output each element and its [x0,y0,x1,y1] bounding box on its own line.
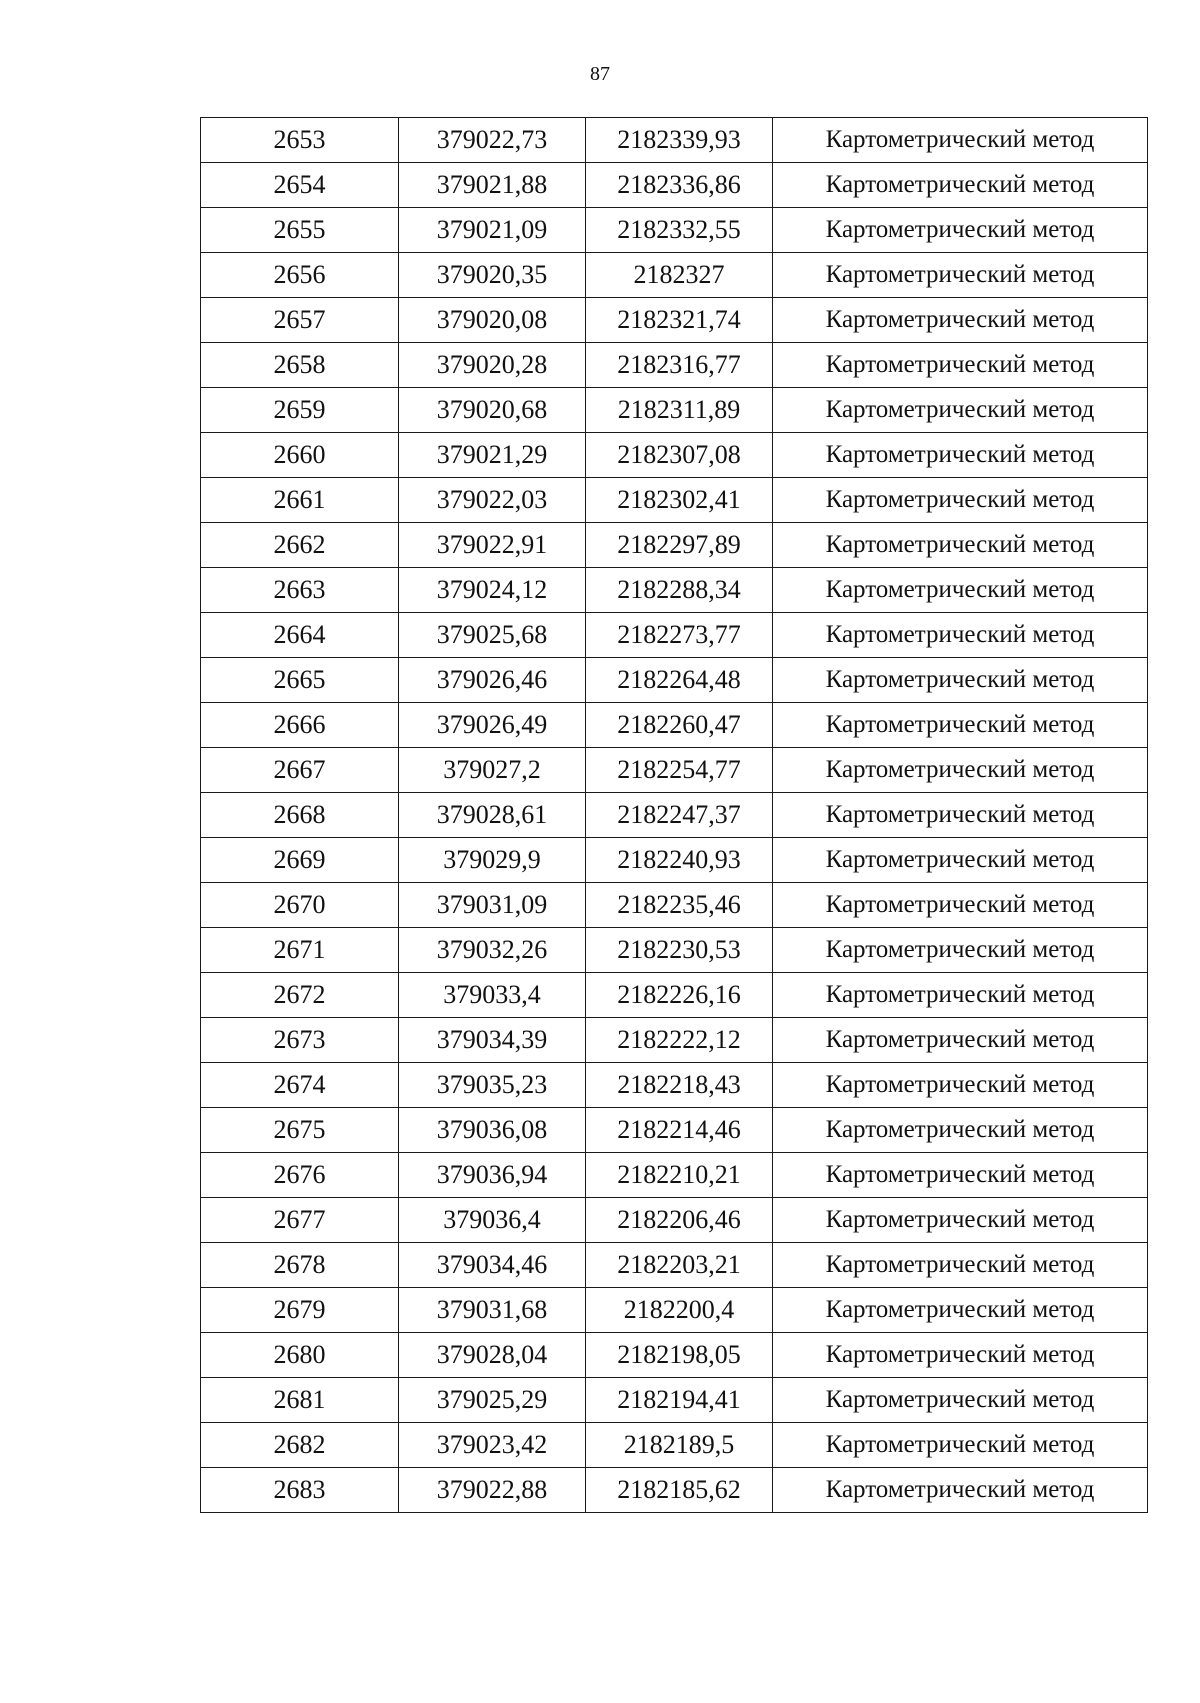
y-coordinate-cell: 2182339,93 [586,118,773,163]
point-number-cell: 2665 [201,658,399,703]
x-coordinate-cell: 379021,29 [399,433,586,478]
x-coordinate-cell: 379029,9 [399,838,586,883]
table-row [201,1108,1148,1153]
y-coordinate-cell: 2182206,46 [586,1198,773,1243]
x-coordinate-cell: 379020,08 [399,298,586,343]
point-number-cell: 2667 [201,748,399,793]
table-row [201,1423,1148,1468]
page-number: 87 [590,63,610,85]
x-coordinate-cell: 379034,46 [399,1243,586,1288]
method-cell: Картометрический метод [773,343,1148,388]
y-coordinate-cell: 2182288,34 [586,568,773,613]
table-row [201,838,1148,883]
x-coordinate-cell: 379021,88 [399,163,586,208]
table-row [201,793,1148,838]
method-cell: Картометрический метод [773,163,1148,208]
x-coordinate-cell: 379028,61 [399,793,586,838]
x-coordinate-cell: 379031,09 [399,883,586,928]
x-coordinate-cell: 379020,68 [399,388,586,433]
table-row [201,1378,1148,1423]
y-coordinate-cell: 2182189,5 [586,1423,773,1468]
x-coordinate-cell: 379023,42 [399,1423,586,1468]
method-cell: Картометрический метод [773,928,1148,973]
method-cell: Картометрический метод [773,298,1148,343]
y-coordinate-cell: 2182194,41 [586,1378,773,1423]
point-number-cell: 2675 [201,1108,399,1153]
table-row [201,928,1148,973]
point-number-cell: 2664 [201,613,399,658]
table-row [201,973,1148,1018]
method-cell: Картометрический метод [773,1378,1148,1423]
table-row [201,208,1148,253]
method-cell: Картометрический метод [773,748,1148,793]
point-number-cell: 2670 [201,883,399,928]
point-number-cell: 2676 [201,1153,399,1198]
table-row [201,1468,1148,1513]
y-coordinate-cell: 2182222,12 [586,1018,773,1063]
point-number-cell: 2660 [201,433,399,478]
coordinates-table-body [201,118,1148,1513]
x-coordinate-cell: 379022,73 [399,118,586,163]
x-coordinate-cell: 379032,26 [399,928,586,973]
y-coordinate-cell: 2182321,74 [586,298,773,343]
x-coordinate-cell: 379022,88 [399,1468,586,1513]
method-cell: Картометрический метод [773,208,1148,253]
point-number-cell: 2661 [201,478,399,523]
table-row [201,703,1148,748]
method-cell: Картометрический метод [773,793,1148,838]
method-cell: Картометрический метод [773,478,1148,523]
x-coordinate-cell: 379024,12 [399,568,586,613]
point-number-cell: 2669 [201,838,399,883]
method-cell: Картометрический метод [773,703,1148,748]
y-coordinate-cell: 2182302,41 [586,478,773,523]
table-row [201,298,1148,343]
x-coordinate-cell: 379022,91 [399,523,586,568]
table-row [201,1018,1148,1063]
y-coordinate-cell: 2182240,93 [586,838,773,883]
x-coordinate-cell: 379034,39 [399,1018,586,1063]
y-coordinate-cell: 2182218,43 [586,1063,773,1108]
point-number-cell: 2668 [201,793,399,838]
method-cell: Картометрический метод [773,253,1148,298]
point-number-cell: 2663 [201,568,399,613]
method-cell: Картометрический метод [773,568,1148,613]
y-coordinate-cell: 2182332,55 [586,208,773,253]
y-coordinate-cell: 2182311,89 [586,388,773,433]
table-row [201,613,1148,658]
y-coordinate-cell: 2182200,4 [586,1288,773,1333]
y-coordinate-cell: 2182230,53 [586,928,773,973]
x-coordinate-cell: 379021,09 [399,208,586,253]
x-coordinate-cell: 379031,68 [399,1288,586,1333]
table-row [201,1198,1148,1243]
point-number-cell: 2682 [201,1423,399,1468]
method-cell: Картометрический метод [773,118,1148,163]
table-row [201,1288,1148,1333]
x-coordinate-cell: 379025,68 [399,613,586,658]
point-number-cell: 2654 [201,163,399,208]
point-number-cell: 2680 [201,1333,399,1378]
table-row [201,523,1148,568]
y-coordinate-cell: 2182273,77 [586,613,773,658]
x-coordinate-cell: 379027,2 [399,748,586,793]
y-coordinate-cell: 2182203,21 [586,1243,773,1288]
x-coordinate-cell: 379035,23 [399,1063,586,1108]
x-coordinate-cell: 379033,4 [399,973,586,1018]
x-coordinate-cell: 379020,28 [399,343,586,388]
y-coordinate-cell: 2182327 [586,253,773,298]
point-number-cell: 2655 [201,208,399,253]
table-row [201,1333,1148,1378]
method-cell: Картометрический метод [773,1018,1148,1063]
method-cell: Картометрический метод [773,1423,1148,1468]
y-coordinate-cell: 2182264,48 [586,658,773,703]
method-cell: Картометрический метод [773,523,1148,568]
method-cell: Картометрический метод [773,1288,1148,1333]
table-row [201,343,1148,388]
y-coordinate-cell: 2182226,16 [586,973,773,1018]
method-cell: Картометрический метод [773,1333,1148,1378]
method-cell: Картометрический метод [773,613,1148,658]
y-coordinate-cell: 2182198,05 [586,1333,773,1378]
table-row [201,433,1148,478]
table-row [201,1243,1148,1288]
table-row [201,118,1148,163]
method-cell: Картометрический метод [773,883,1148,928]
x-coordinate-cell: 379025,29 [399,1378,586,1423]
method-cell: Картометрический метод [773,433,1148,478]
point-number-cell: 2653 [201,118,399,163]
y-coordinate-cell: 2182316,77 [586,343,773,388]
x-coordinate-cell: 379028,04 [399,1333,586,1378]
point-number-cell: 2671 [201,928,399,973]
x-coordinate-cell: 379036,4 [399,1198,586,1243]
method-cell: Картометрический метод [773,973,1148,1018]
method-cell: Картометрический метод [773,388,1148,433]
method-cell: Картометрический метод [773,658,1148,703]
point-number-cell: 2673 [201,1018,399,1063]
point-number-cell: 2672 [201,973,399,1018]
y-coordinate-cell: 2182210,21 [586,1153,773,1198]
table-row [201,568,1148,613]
point-number-cell: 2683 [201,1468,399,1513]
method-cell: Картометрический метод [773,838,1148,883]
point-number-cell: 2681 [201,1378,399,1423]
x-coordinate-cell: 379026,46 [399,658,586,703]
point-number-cell: 2678 [201,1243,399,1288]
method-cell: Картометрический метод [773,1063,1148,1108]
x-coordinate-cell: 379022,03 [399,478,586,523]
table-row [201,1063,1148,1108]
y-coordinate-cell: 2182336,86 [586,163,773,208]
y-coordinate-cell: 2182235,46 [586,883,773,928]
table-row [201,478,1148,523]
table-row [201,388,1148,433]
point-number-cell: 2658 [201,343,399,388]
point-number-cell: 2659 [201,388,399,433]
point-number-cell: 2656 [201,253,399,298]
y-coordinate-cell: 2182214,46 [586,1108,773,1153]
y-coordinate-cell: 2182185,62 [586,1468,773,1513]
method-cell: Картометрический метод [773,1468,1148,1513]
point-number-cell: 2662 [201,523,399,568]
point-number-cell: 2679 [201,1288,399,1333]
table-row [201,658,1148,703]
x-coordinate-cell: 379036,08 [399,1108,586,1153]
y-coordinate-cell: 2182254,77 [586,748,773,793]
x-coordinate-cell: 379020,35 [399,253,586,298]
table-row [201,253,1148,298]
table-row [201,748,1148,793]
table-row [201,1153,1148,1198]
x-coordinate-cell: 379026,49 [399,703,586,748]
table-row [201,883,1148,928]
x-coordinate-cell: 379036,94 [399,1153,586,1198]
y-coordinate-cell: 2182307,08 [586,433,773,478]
point-number-cell: 2657 [201,298,399,343]
y-coordinate-cell: 2182247,37 [586,793,773,838]
method-cell: Картометрический метод [773,1198,1148,1243]
method-cell: Картометрический метод [773,1153,1148,1198]
y-coordinate-cell: 2182297,89 [586,523,773,568]
point-number-cell: 2666 [201,703,399,748]
method-cell: Картометрический метод [773,1243,1148,1288]
point-number-cell: 2674 [201,1063,399,1108]
point-number-cell: 2677 [201,1198,399,1243]
coordinates-table [200,117,1148,1513]
table-row [201,163,1148,208]
method-cell: Картометрический метод [773,1108,1148,1153]
y-coordinate-cell: 2182260,47 [586,703,773,748]
